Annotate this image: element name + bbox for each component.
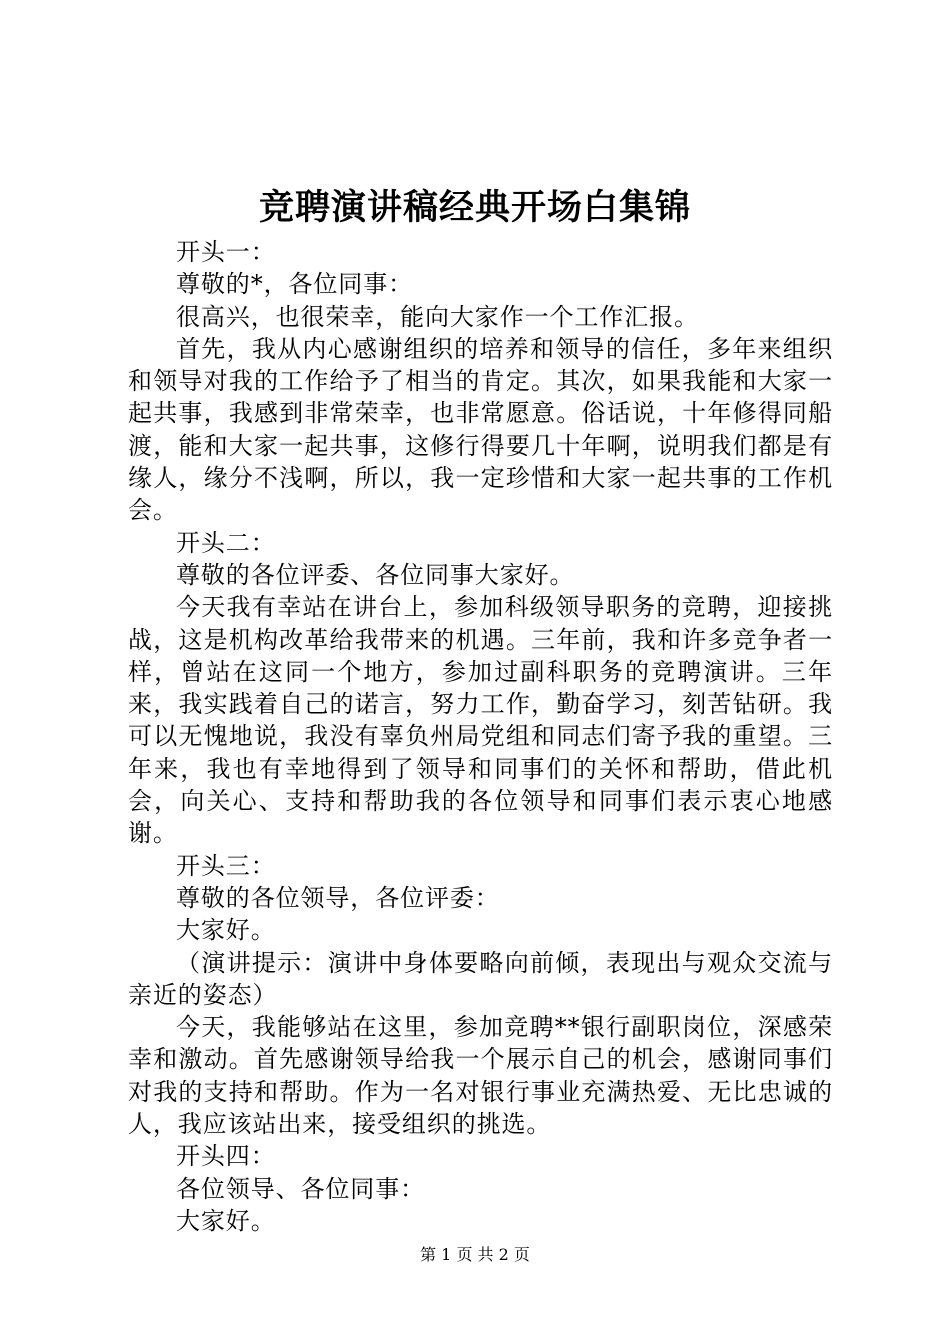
salutation-2: 尊敬的各位评委、各位同事大家好。 xyxy=(176,560,575,589)
heading-opening-1: 开头一： xyxy=(176,238,276,266)
page-title: 竞聘演讲稿经典开场白集锦 xyxy=(258,187,691,228)
paragraph: 今天，我能够站在这里，参加竞聘**银行副职岗位，深感荣幸和激动。首先感谢领导给我一个展示自己的机会，感谢同事们对我的支持和帮助。作为一名对银行事业充满热爱、无比忠诚的人，我应该站出来，接受组织的挑选。 xyxy=(128,1013,833,1139)
paragraph: 很高兴，也很荣幸，能向大家作一个工作汇报。 xyxy=(176,302,699,331)
paragraph: 今天我有幸站在讲台上，参加科级领导职务的竞聘，迎接挑战，这是机构改革给我带来的机遇。三年前，我和许多竞争者一样，曾站在这同一个地方，参加过副科职务的竞聘演讲。三年来，我实践着自己的诺言，努力工作，勤奋学习，刻苦钻研。我可以无愧地说，我没有辜负州局党组和同志们寄予我的重望。三年来，我也有幸地得到了领导和同事们的关怀和帮助，借此机会，向关心、支持和帮助我的各位领导和同事们表示衷心地感谢。 xyxy=(128,593,833,848)
heading-opening-3: 开头三： xyxy=(176,851,276,880)
paragraph: 首先，我从内心感谢组织的培养和领导的信任，多年来组织和领导对我的工作给予了相当的肯定。其次，如果我能和大家一起共事，我感到非常荣幸，也非常愿意。俗话说，十年修得同船渡，能和大家一起共事，这修行得要几十年啊，说明我们都是有缘人，缘分不浅啊，所以，我一定珍惜和大家一起共事的工作机会。 xyxy=(128,334,833,525)
salutation-1: 尊敬的*，各位同事： xyxy=(176,270,413,299)
speech-tip: （演讲提示：演讲中身体要略向前倾，表现出与观众交流与亲近的姿态） xyxy=(128,948,833,1009)
heading-opening-4: 开头四： xyxy=(176,1142,276,1171)
greeting: 大家好。 xyxy=(176,1206,276,1235)
salutation-4: 各位领导、各位同事： xyxy=(176,1174,425,1203)
document-body xyxy=(128,236,833,1237)
salutation-3: 尊敬的各位领导，各位评委： xyxy=(176,883,500,912)
page-footer: 第 1 页 共 2 页 xyxy=(420,1245,530,1264)
greeting: 大家好。 xyxy=(176,916,276,945)
heading-opening-2: 开头二： xyxy=(176,528,276,557)
